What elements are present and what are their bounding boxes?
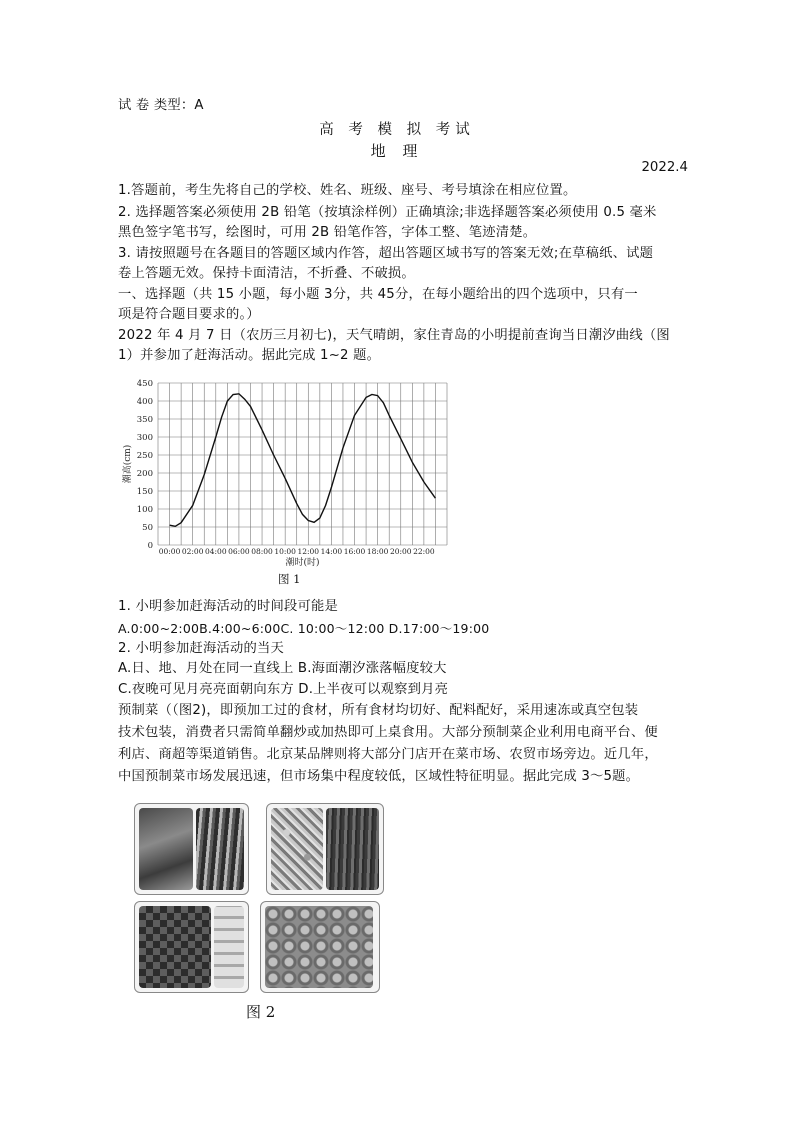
y-axis-label: 潮高(cm) (123, 444, 133, 484)
section1-heading: 一、选择题（共 15 小题，每小题 3分，共 45分，在每小题给出的四个选项中，只有一 (118, 287, 638, 302)
y-tick-labels (137, 379, 153, 551)
question-2-options-ab: A.日、地、月处在同一直线上 B.海面潮汐涨落幅度较大 (118, 661, 447, 676)
instruction-3: 3. 请按照题号在各题目的答题区域内作答，超出答题区域书写的答案无效;在草稿纸、试题 (118, 246, 654, 261)
y-tick-label: 50 (142, 523, 153, 533)
x-tick-label: 06:00 (228, 547, 250, 556)
instruction-3-cont: 卷上答题无效。保持卡面清洁，不折叠、不破损。 (118, 266, 415, 281)
food-tray-top-right (266, 803, 384, 895)
y-tick-label: 450 (136, 379, 153, 389)
x-tick-label: 10:00 (274, 547, 296, 556)
food-tray-bottom-left (134, 901, 249, 993)
food-tray-bottom-right (260, 901, 380, 993)
x-tick-label: 18:00 (366, 547, 389, 556)
y-tick-label: 350 (136, 415, 153, 425)
instruction-2-cont: 黑色签字笔书写，绘图时，可用 2B 铅笔作答，字体工整、笔迹清楚。 (118, 225, 537, 240)
figure-1-caption: 图 1 (278, 572, 301, 586)
tide-series-line (170, 394, 436, 527)
x-tick-label: 02:00 (181, 547, 204, 556)
question-1-options: A.0:00~2:00B.4:00~6:00C. 10:00～12:00 D.17:00～19:00 (118, 621, 490, 636)
question-2-options-cd: C.夜晚可见月亮亮面朝向东方 D.上半夜可以观察到月亮 (118, 682, 449, 697)
exam-title: 高 考 模 拟 考试 (319, 122, 475, 138)
y-tick-label: 0 (147, 541, 153, 551)
exam-subject: 地 理 (370, 142, 424, 160)
y-tick-label: 250 (136, 451, 153, 461)
x-axis-label: 潮时(时) (285, 558, 320, 568)
question-2-stem: 2. 小明参加赶海活动的当天 (118, 641, 284, 656)
tide-chart (118, 374, 458, 574)
y-tick-label: 100 (136, 505, 153, 515)
x-tick-labels (159, 547, 435, 556)
food-tray-top-left (134, 803, 249, 895)
paper-type: 试 卷 类型：A (118, 98, 204, 113)
x-tick-label: 12:00 (297, 547, 320, 556)
prepared-food-photo (134, 797, 382, 993)
tide-intro-cont: 1）并参加了赶海活动。据此完成 1~2 题。 (118, 348, 381, 363)
x-tick-label: 20:00 (389, 547, 412, 556)
y-tick-label: 150 (136, 487, 153, 497)
exam-date: 2022.4 (641, 160, 688, 175)
x-tick-label: 22:00 (413, 547, 435, 556)
y-tick-label: 200 (136, 469, 153, 479)
x-tick-label: 14:00 (320, 547, 343, 556)
x-tick-label: 08:00 (251, 547, 273, 556)
tide-intro: 2022 年 4 月 7 日（农历三月初七)，天气晴朗，家住青岛的小明提前查询当日潮汐曲线（图 (118, 328, 670, 343)
figure-2-caption: 图 2 (246, 1003, 276, 1021)
instruction-2: 2. 选择题答案必须使用 2B 铅笔（按填涂样例）正确填涂;非选择题答案必须使用 0.5 毫米 (118, 205, 657, 220)
section1-heading-cont: 项是符合题目要求的。） (118, 307, 260, 322)
x-tick-label: 00:00 (158, 547, 181, 556)
x-tick-label: 04:00 (204, 547, 227, 556)
passage-2-line-1: 预制菜（（图2)，即预加工过的食材，所有食材均切好、配料配好，采用速冻或真空包装 (118, 703, 639, 718)
passage-2-line-3: 利店、商超等渠道销售。北京某品牌则将大部分门店开在菜市场、农贸市场旁边。近几年， (118, 747, 658, 762)
y-tick-label: 300 (136, 433, 153, 443)
passage-2-line-4: 中国预制菜市场发展迅速，但市场集中程度较低，区域性特征明显。据此完成 3～5题。 (118, 769, 640, 784)
instruction-1: 1.答题前，考生先将自己的学校、姓名、班级、座号、考号填涂在相应位置。 (118, 183, 577, 198)
chart-grid (158, 383, 447, 545)
question-1-stem: 1. 小明参加赶海活动的时间段可能是 (118, 599, 338, 614)
x-tick-label: 16:00 (343, 547, 366, 556)
passage-2-line-2: 技术包装，消费者只需简单翻炒或加热即可上桌食用。大部分预制菜企业利用电商平台、便 (118, 725, 658, 740)
y-tick-label: 400 (136, 397, 153, 407)
